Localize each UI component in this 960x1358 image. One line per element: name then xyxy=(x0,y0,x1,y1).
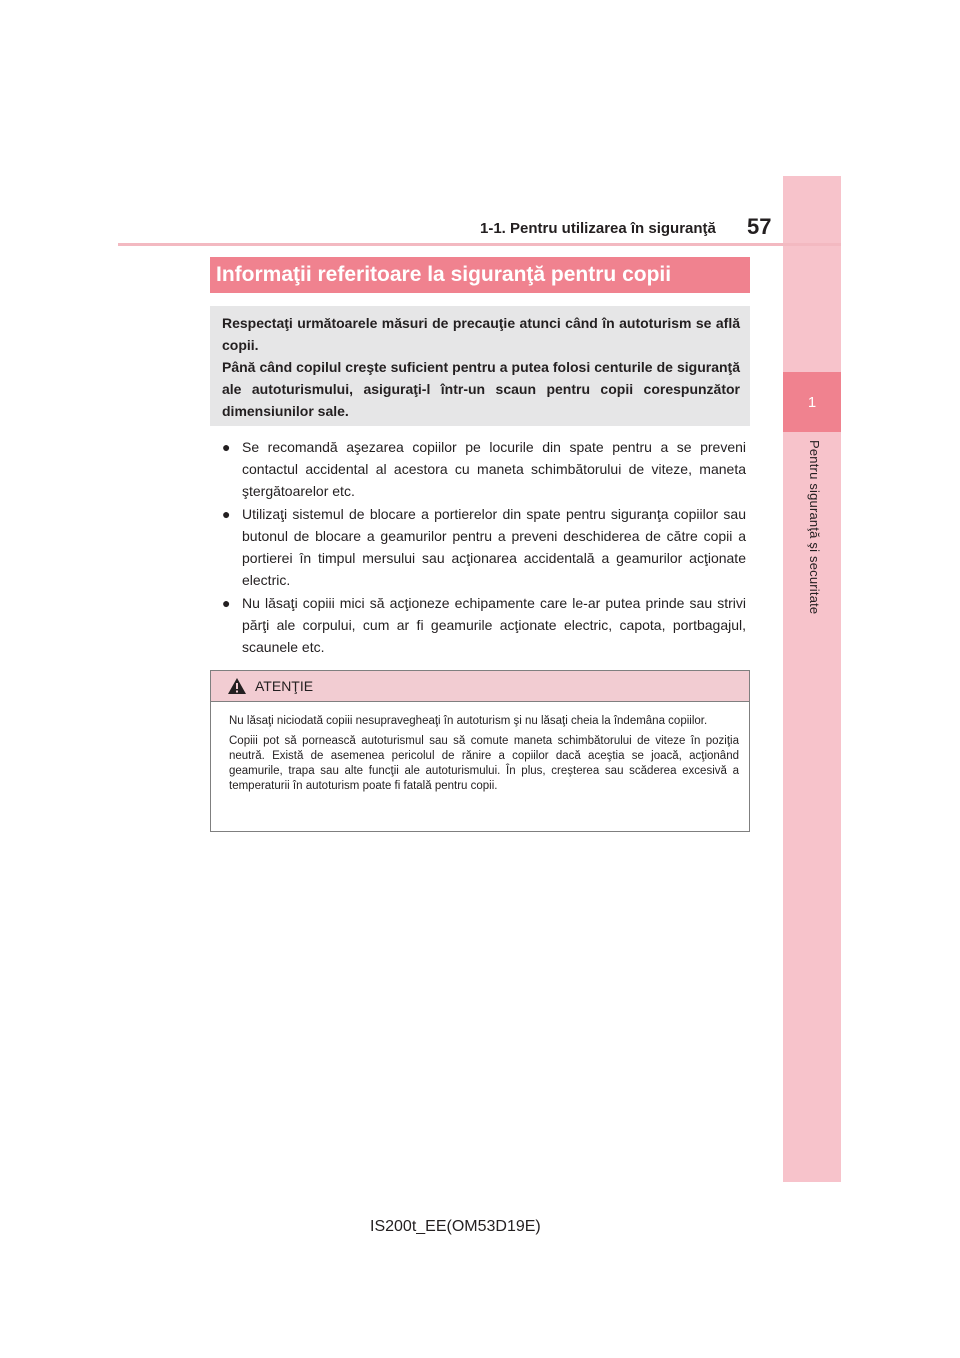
page-number: 57 xyxy=(747,214,772,239)
intro-box xyxy=(210,306,750,426)
warning-header xyxy=(211,671,749,702)
bullet-list xyxy=(222,436,746,659)
warning-paragraph: Nu lăsaţi niciodată copiii nesupravegheaţi în autoturism şi nu lăsaţi cheia la îndemâna copiilor. xyxy=(229,715,708,727)
document-code: IS200t_EE(OM53D19E) xyxy=(370,1218,541,1235)
page-title-bar xyxy=(210,257,750,293)
list-item xyxy=(222,436,746,502)
chapter-side-tab xyxy=(783,176,841,1182)
chapter-number: 1 xyxy=(783,372,841,432)
page-title: Informaţii referitoare la siguranţă pentru copii xyxy=(216,263,672,286)
bullet-text: Utilizaţi sistemul de blocare a portierelor din spate pentru siguranţa copiilor sau butonul de blocare a geamurilor pentru a preveni deschiderea de către copii a portierei în timpul mersului sau acţionarea accidentală a geamurilor acţionate electric. xyxy=(242,506,746,588)
warning-box xyxy=(210,670,750,832)
bullet-text: Se recomandă aşezarea copiilor pe locurile din spate pentru a se preveni contactul accidental al acestora cu maneta schimbătorului de viteze, maneta ştergătoarelor etc. xyxy=(242,439,746,499)
bullet-icon: ● xyxy=(222,595,231,611)
list-item xyxy=(222,592,746,658)
chapter-title: Pentru siguranţă şi securitate xyxy=(807,440,822,615)
section-header: 1-1. Pentru utilizarea în siguranţă xyxy=(480,220,716,237)
bullet-icon: ● xyxy=(222,506,231,522)
bullet-icon: ● xyxy=(222,439,231,455)
list-item xyxy=(222,503,746,591)
warning-title: ATENŢIE xyxy=(255,678,314,694)
intro-paragraph: Respectaţi următoarele măsuri de precauţie atunci când în autoturism se află copii. xyxy=(222,315,740,353)
warning-triangle-icon xyxy=(227,677,247,695)
warning-body xyxy=(211,702,749,794)
header-divider xyxy=(118,243,841,246)
warning-paragraph: Copiii pot să pornească autoturismul sau să comute maneta schimbătorului de viteze în poziţia neutră. Există de asemenea pericolul de rănire a copiilor dacă aceştia se joacă, acţionând geamurile, trapa sau alte funcţii ale autoturismului. În plus, creşterea sau scăderea excesivă a temperaturii în autoturism poate fi fatală pentru copii. xyxy=(229,735,739,792)
intro-paragraph: Până când copilul creşte suficient pentru a putea folosi centurile de siguranţă ale autoturismului, asiguraţi-l într-un scaun pentru copii corespunzător dimensiunilor sale. xyxy=(222,359,740,419)
bullet-text: Nu lăsaţi copiii mici să acţioneze echipamente care le-ar putea prinde sau strivi părţi ale corpului, cum ar fi geamurile acţionate electric, capota, portbagajul, scaunele etc. xyxy=(242,595,746,655)
